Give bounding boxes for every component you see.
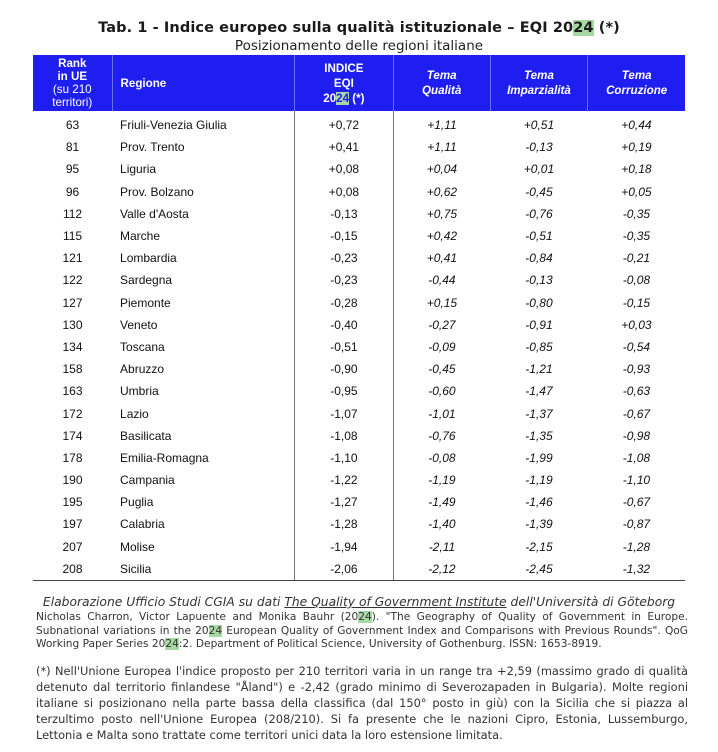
table-title [0,20,718,36]
citation [36,611,688,652]
cell-region: Campania [120,473,175,488]
cell-corruption: +0,18 [621,162,652,177]
header-quality-line2: Qualità [422,84,462,97]
header-quality-line1: Tema [426,69,457,82]
table-row [33,469,685,491]
table-row [33,158,685,180]
cell-quality: +1,11 [427,118,457,133]
cell-rank: 130 [62,317,83,332]
cell-impartiality: -2,15 [525,539,553,554]
header-rank-line2: in UE [57,70,88,83]
cell-impartiality: -1,37 [525,406,553,421]
cell-quality: -0,09 [428,339,456,354]
header-index-line2: EQI [333,76,354,90]
header-index-year-pre: 20 [323,91,337,105]
cell-quality: -1,49 [428,495,456,510]
cell-index: -1,08 [295,425,394,447]
table-row [33,136,685,158]
cell-quality: +1,11 [427,140,457,155]
cell-corruption: -1,32 [588,558,685,581]
header-corruption-line1: Tema [621,69,652,82]
citation-part4: :2. Department of Political Science, University of Gothenburg. ISSN: 1653-8919. [178,638,602,650]
header-index-line3 [295,91,393,106]
cell-index: -1,07 [295,402,394,424]
header-impartiality-line1: Tema [524,69,554,82]
table-row [33,447,685,469]
table-row [33,111,685,136]
title-year-highlight: 24 [573,20,594,36]
source-suffix: dell'Università di Göteborg [506,595,676,609]
cell-impartiality: -0,45 [525,184,553,199]
cell-index: -2,06 [295,558,394,581]
table-row [33,425,685,447]
cell-corruption: -0,98 [622,428,651,443]
cell-index: -0,95 [295,380,394,402]
cell-corruption: +0,05 [621,184,652,199]
cell-rank: 122 [62,273,83,288]
cell-index: -0,40 [295,314,394,336]
table-row [33,491,685,513]
cell-corruption: -0,54 [622,339,651,354]
cell-quality: +0,04 [426,162,458,177]
cell-region: Calabria [120,517,165,532]
header-corruption-line2: Corruzione [606,84,668,97]
cell-rank: 81 [65,140,80,155]
cell-impartiality: -1,47 [525,384,553,399]
cell-impartiality: +0,51 [523,118,555,133]
cell-impartiality: -1,35 [525,428,553,443]
cell-rank: 158 [62,362,83,377]
cell-corruption: -0,87 [622,517,651,532]
citation-year-highlight-1: 24 [358,611,372,623]
cell-corruption: +0,44 [621,118,652,133]
cell-quality: -1,19 [428,473,456,488]
cell-corruption: -0,08 [622,273,651,288]
table-body [33,111,685,580]
cell-region: Lombardia [120,251,177,266]
source-link[interactable]: The Quality of Government Institute [284,595,507,609]
table-row [33,181,685,203]
header-rank-line4: territori) [52,96,93,109]
cell-corruption: -1,08 [622,450,651,465]
citation-year-highlight-2: 24 [208,624,223,637]
cell-corruption: -1,10 [622,473,651,488]
cell-index: +0,08 [295,181,394,203]
cell-corruption: +0,19 [621,140,652,155]
eqi-table [33,55,685,581]
cell-region: Toscana [120,339,165,354]
cell-impartiality: -2,45 [490,558,588,581]
header-index-year-highlight: 24 [336,91,350,105]
cell-index: +0,72 [295,111,394,136]
cell-region: Prov. Bolzano [120,184,194,199]
cell-region: Veneto [120,317,158,332]
cell-quality: -0,76 [428,428,456,443]
cell-index: -0,13 [295,203,394,225]
table-row [33,536,685,558]
cell-corruption: -0,21 [622,251,651,266]
cell-corruption: -0,35 [622,206,651,221]
cell-index: -1,22 [295,469,394,491]
cell-region: Lazio [120,406,149,421]
cell-region: Abruzzo [120,362,165,377]
cell-index: -1,94 [295,536,394,558]
table-row [33,292,685,314]
source-text: Elaborazione Ufficio Studi CGIA su dati [42,595,285,609]
cell-impartiality: -0,76 [525,206,553,221]
cell-impartiality: -1,99 [525,450,553,465]
cell-impartiality: -1,21 [525,362,553,377]
source-line [0,595,718,609]
cell-quality: +0,41 [426,251,458,266]
header-index [295,55,394,111]
cell-region: Umbria [120,384,159,399]
title-text: Tab. 1 - Indice europeo sulla qualità istituzionale – EQI 20 [98,20,574,36]
cell-index: -0,23 [295,247,394,269]
header-quality [393,55,490,111]
table-row [33,225,685,247]
cell-corruption: -0,93 [622,362,651,377]
cell-index: -0,23 [295,269,394,291]
cell-quality: +0,15 [426,295,458,310]
cell-index: -0,15 [295,225,394,247]
cell-index: +0,08 [295,158,394,180]
title-suffix: (*) [593,20,620,36]
table-row [33,380,685,402]
header-row [33,55,685,111]
cell-index: -0,28 [295,292,394,314]
cell-impartiality: -0,51 [525,229,553,244]
cell-rank: 121 [62,251,83,266]
cell-rank: 174 [62,428,83,443]
cell-region: Basilicata [120,428,172,443]
table-row [33,513,685,535]
header-region: Regione [112,55,295,111]
cell-rank: 96 [65,184,80,199]
cell-impartiality: -1,39 [525,517,553,532]
cell-corruption: +0,03 [621,317,652,332]
cell-region: Prov. Trento [120,140,185,155]
table-row [33,558,685,581]
cell-impartiality: -0,13 [525,273,553,288]
cell-quality: -2,11 [428,539,456,554]
cell-quality: +0,62 [426,184,458,199]
cell-region: Liguria [120,162,157,177]
citation-part1: Nicholas Charron, Victor Lapuente and Monika Bauhr (20 [36,611,359,623]
cell-rank: 63 [65,118,80,133]
cell-corruption: -0,63 [622,384,651,399]
cell-quality: -0,44 [428,273,456,288]
cell-impartiality: -0,13 [525,140,553,155]
cell-rank: 195 [62,495,83,510]
cell-region: Emilia-Romagna [120,450,209,465]
cell-index: -1,28 [295,513,394,535]
cell-region: Marche [120,229,161,244]
cell-impartiality: -0,84 [525,251,553,266]
cell-region: Molise [120,539,155,554]
cell-index: -0,51 [295,336,394,358]
cell-region: Sardegna [120,273,173,288]
cell-index: -1,10 [295,447,394,469]
header-impartiality [490,55,588,111]
cell-quality: -0,60 [428,384,456,399]
cell-impartiality: -0,80 [525,295,553,310]
header-rank [33,55,112,111]
cell-rank: 127 [62,295,83,310]
cell-rank: 172 [62,406,83,421]
header-corruption [588,55,685,111]
table-row [33,247,685,269]
cell-region: Puglia [120,495,154,510]
cell-quality: +0,42 [426,229,458,244]
cell-rank: 95 [65,162,80,177]
cell-rank: 208 [33,558,112,581]
cell-rank: 190 [62,473,83,488]
cell-corruption: -0,15 [622,295,651,310]
header-rank-line1: Rank [58,57,87,70]
cell-corruption: -0,35 [622,229,651,244]
table-row [33,203,685,225]
header-index-line1: INDICE [324,61,364,75]
cell-rank: 207 [62,539,83,554]
cell-corruption: -0,67 [622,406,651,421]
cell-rank: 197 [62,517,83,532]
cell-rank: 115 [62,229,83,244]
cell-index: -0,90 [295,358,394,380]
cell-quality: +0,75 [426,206,458,221]
cell-quality: -1,01 [428,406,456,421]
cell-rank: 112 [62,206,83,221]
cell-quality: -2,12 [393,558,490,581]
cell-region: Valle d'Aosta [120,206,189,221]
header-impartiality-line2: Imparzialità [507,84,571,97]
citation-part2: ). "The Geography of Quality of Government in Europe. Subnational variations in the 20 [36,611,689,637]
table-row [33,358,685,380]
cell-quality: -0,08 [428,450,456,465]
table-row [33,336,685,358]
cell-rank: 134 [62,339,83,354]
cell-impartiality: -0,91 [525,317,553,332]
table-row [33,402,685,424]
cell-quality: -0,27 [428,317,456,332]
cell-region: Friuli-Venezia Giulia [120,118,227,133]
table-row [33,269,685,291]
cell-index: -1,27 [295,491,394,513]
cell-corruption: -0,67 [622,495,651,510]
cell-impartiality: -1,19 [525,473,553,488]
cell-impartiality: -1,46 [525,495,553,510]
table-row [33,314,685,336]
cell-rank: 178 [62,450,83,465]
cell-region: Sicilia [112,558,295,581]
cell-rank: 163 [62,384,83,399]
table-subtitle: Posizionamento delle regioni italiane [234,38,484,54]
cell-region: Piemonte [120,295,171,310]
citation-year-highlight-3: 24 [165,638,179,650]
cell-impartiality: -0,85 [525,339,553,354]
cell-index: +0,41 [295,136,394,158]
cell-corruption: -1,28 [622,539,651,554]
header-index-year-post: (*) [349,91,365,105]
citation-part3: European Quality of Government Index and Comparisons with Previous Rounds". QoG Working Paper Series 20 [36,624,688,650]
footnote: (*) Nell'Unione Europea l'indice proposto per 210 territori varia in un range tra +2,59 (massimo grado di qualità detenuto dal territorio finlandese "Åland") e -2,42 (grado minimo di Severozapaden in Bulgaria). Molte regioni italiane si posizionano nella parte bassa della classifica (dal 150° posto in giù) con la Sicilia che si piazza al terzultimo posto nell'Unione Europea (208/210). Si fa presente che le nazioni Cipro, Estonia, Lussemburgo, Lettonia e Malta sono trattate come territori unici data la loro estensione limitata. [36,664,688,742]
cell-quality: -0,45 [428,362,456,377]
cell-quality: -1,40 [428,517,456,532]
header-rank-line3: (su 210 [52,83,92,96]
cell-impartiality: +0,01 [523,162,555,177]
